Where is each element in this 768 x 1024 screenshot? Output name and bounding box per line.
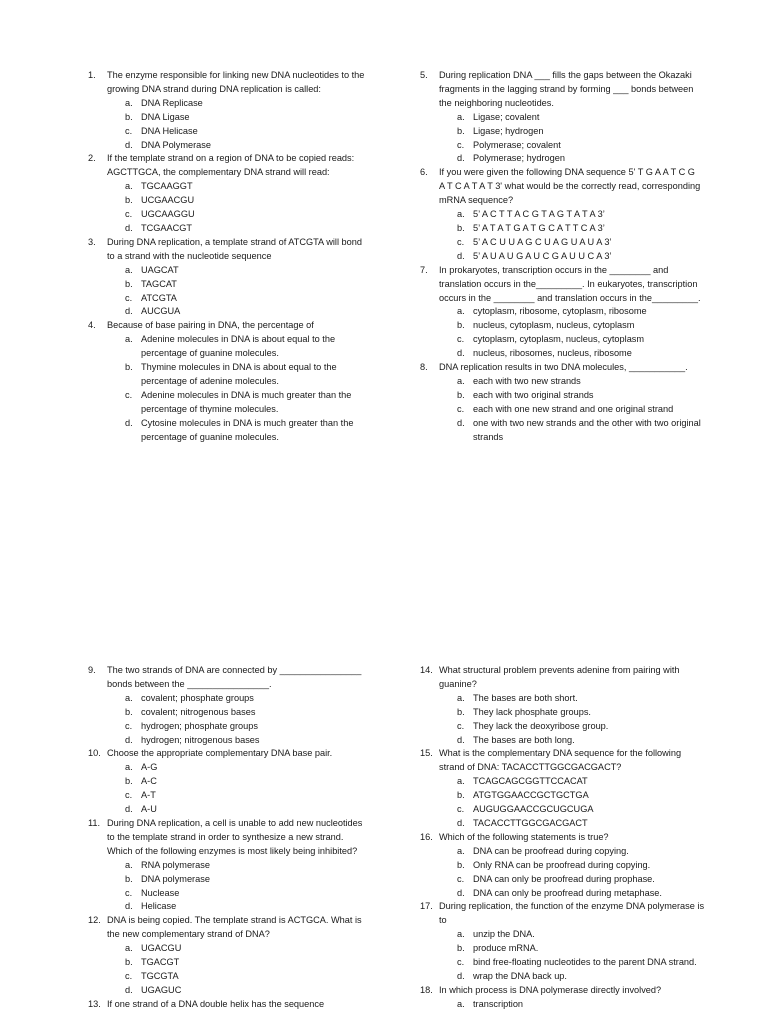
option-letter: c. (125, 970, 133, 981)
question-number: 13. (88, 998, 101, 1009)
question (88, 319, 368, 333)
option-text: unzip the DNA. (473, 929, 535, 940)
question-number: 18. (420, 984, 433, 995)
answer-option (107, 942, 370, 956)
question-text: The two strands of DNA are connected by ________________ bonds between the ________________. (107, 665, 362, 689)
answer-option (107, 789, 370, 803)
option-letter: d. (125, 984, 133, 995)
option-text: Polymerase; hydrogen (473, 153, 565, 164)
answer-option (107, 720, 370, 734)
answer-option (107, 111, 368, 125)
option-text: Nuclease (141, 887, 180, 898)
option-letter: d. (457, 348, 465, 359)
answer-option (107, 139, 368, 153)
option-text: They lack phosphate groups. (473, 706, 591, 717)
option-letter: b. (125, 362, 133, 373)
option-text: Adenine molecules in DNA is about equal to the percentage of guanine molecules. (141, 334, 336, 359)
option-letter: a. (457, 998, 465, 1009)
question-text: Choose the appropriate complementary DNA base pair. (107, 748, 333, 759)
option-letter: c. (125, 887, 133, 898)
option-letter: c. (457, 957, 465, 968)
answer-option (439, 998, 705, 1012)
question-text: During DNA replication, a cell is unable to add new nucleotides to the template strand in order to synthesize a new strand. Which of the following enzymes is most likely being inhibited? (107, 817, 363, 856)
option-letter: a. (125, 762, 133, 773)
question (420, 984, 705, 998)
option-text: UGAGUC (141, 984, 182, 995)
option-text: RNA polymerase (141, 859, 210, 870)
question (88, 998, 370, 1012)
question-text: In which process is DNA polymerase directly involved? (439, 984, 662, 995)
answer-option (439, 720, 705, 734)
answer-options (88, 97, 368, 153)
option-letter: b. (457, 389, 465, 400)
option-letter: b. (457, 943, 465, 954)
question-text: What is the complementary DNA sequence for the following strand of DNA: TACACCTTGGCGACGACT? (439, 748, 682, 773)
answer-option (439, 305, 702, 319)
answer-option (439, 333, 702, 347)
option-letter: c. (457, 139, 465, 150)
option-text: hydrogen; phosphate groups (141, 720, 258, 731)
question (88, 236, 368, 264)
option-letter: b. (457, 790, 465, 801)
question-text: DNA is being copied. The template strand is ACTGCA. What is the new complementary strand of DNA? (107, 915, 362, 940)
option-letter: a. (457, 845, 465, 856)
answer-option (107, 970, 370, 984)
option-letter: a. (457, 375, 465, 386)
question (88, 664, 370, 692)
question-number: 9. (88, 665, 96, 675)
option-letter: d. (457, 417, 465, 428)
answer-option (439, 789, 705, 803)
answer-option (439, 152, 702, 166)
option-letter: a. (457, 929, 465, 940)
option-text: The bases are both long. (473, 734, 575, 745)
option-letter: a. (125, 181, 133, 192)
option-text: covalent; phosphate groups (141, 692, 254, 703)
question-text: If you were given the following DNA sequence 5' T G A A T C G A T C A T A T 3' what would be the correctly read, corresponding mRNA sequence? (439, 167, 701, 206)
question (420, 264, 702, 306)
answer-option (439, 734, 705, 748)
answer-option (439, 375, 702, 389)
option-letter: b. (125, 278, 133, 289)
option-letter: d. (125, 734, 133, 745)
option-letter: c. (125, 292, 133, 303)
question-number: 14. (420, 665, 433, 675)
option-text: 5’ A U A U G A U C G A U U C A 3’ (473, 250, 612, 261)
question-number: 11. (88, 817, 101, 828)
answer-option (439, 139, 702, 153)
answer-option (439, 803, 705, 817)
option-text: They lack the deoxyribose group. (473, 720, 609, 731)
option-text: ATCGTA (141, 292, 177, 303)
answer-option (107, 278, 368, 292)
option-letter: d. (457, 250, 465, 261)
answer-option (107, 97, 368, 111)
option-text: each with two new strands (473, 375, 581, 386)
option-text: Cytosine molecules in DNA is much greater than the percentage of guanine molecules. (141, 417, 354, 442)
option-letter: b. (125, 873, 133, 884)
option-text: Thymine molecules in DNA is about equal to the percentage of adenine molecules. (141, 362, 337, 386)
question-text: If the template strand on a region of DNA to be copied reads: AGCTTGCA, the complementary DNA strand will read: (107, 153, 355, 178)
answer-option (107, 873, 370, 887)
option-letter: c. (457, 804, 465, 815)
option-letter: b. (125, 195, 133, 206)
option-letter: a. (457, 111, 465, 122)
option-text: AUCGUA (141, 306, 181, 317)
answer-options (88, 333, 368, 444)
option-text: TACACCTTGGCGACGACT (473, 817, 588, 828)
option-text: A-T (141, 790, 156, 801)
option-text: TGCGTA (141, 970, 179, 981)
question-text: What structural problem prevents adenine from pairing with guanine? (439, 665, 680, 689)
option-text: 5’ A C T T A C G T A G T A T A 3’ (473, 209, 605, 220)
answer-option (439, 817, 705, 831)
answer-option (107, 956, 370, 970)
option-text: DNA polymerase (141, 873, 210, 884)
question-column-4 (420, 664, 705, 1012)
question-number: 10. (88, 748, 101, 759)
option-letter: a. (457, 776, 465, 787)
option-text: wrap the DNA back up. (473, 970, 567, 981)
answer-option (107, 125, 368, 139)
option-text: hydrogen; nitrogenous bases (141, 734, 260, 745)
option-letter: c. (125, 720, 133, 731)
answer-option (107, 292, 368, 306)
question-column-1 (88, 69, 368, 444)
answer-option (107, 264, 368, 278)
option-letter: a. (125, 97, 133, 108)
option-letter: d. (125, 306, 133, 317)
option-letter: a. (125, 943, 133, 954)
answer-option (107, 361, 368, 389)
option-text: nucleus, cytoplasm, nucleus, cytoplasm (473, 320, 635, 331)
option-text: DNA Ligase (141, 111, 190, 122)
option-letter: d. (125, 139, 133, 150)
option-letter: b. (125, 776, 133, 787)
question (420, 900, 705, 928)
answer-option (107, 803, 370, 817)
answer-options (420, 998, 705, 1012)
answer-option (439, 942, 705, 956)
answer-options (88, 761, 370, 817)
option-text: Helicase (141, 901, 177, 912)
question-number: 17. (420, 901, 433, 912)
answer-option (439, 125, 702, 139)
question (88, 914, 370, 942)
option-letter: d. (457, 887, 465, 898)
answer-options (420, 775, 705, 831)
option-text: UCGAACGU (141, 195, 195, 206)
option-text: nucleus, ribosomes, nucleus, ribosome (473, 348, 632, 359)
answer-options (88, 859, 370, 915)
question-number: 7. (420, 264, 428, 275)
option-letter: c. (457, 720, 465, 731)
question-text: During DNA replication, a template strand of ATCGTA will bond to a strand with the nucleotide sequence (107, 236, 362, 261)
question (420, 69, 702, 111)
question-column-3 (88, 664, 370, 1012)
question-number: 5. (420, 70, 428, 80)
option-text: DNA Replicase (141, 97, 203, 108)
option-letter: a. (457, 209, 465, 220)
answer-option (107, 900, 370, 914)
option-text: AUGUGGAACCGCUGCUGA (473, 804, 594, 815)
option-letter: a. (457, 306, 465, 317)
answer-option (439, 859, 705, 873)
answer-option (107, 208, 368, 222)
answer-option (439, 347, 702, 361)
answer-option (439, 887, 705, 901)
option-letter: d. (125, 222, 133, 233)
option-text: DNA can only be proofread during metaphase. (473, 887, 662, 898)
answer-option (439, 970, 705, 984)
option-text: Only RNA can be proofread during copying. (473, 859, 651, 870)
option-text: TGACGT (141, 957, 180, 968)
option-letter: b. (457, 125, 465, 136)
question-text: If one strand of a DNA double helix has the sequence (107, 998, 325, 1009)
option-letter: c. (457, 403, 465, 414)
answer-option (439, 692, 705, 706)
question-number: 2. (88, 153, 96, 164)
option-text: DNA Helicase (141, 125, 198, 136)
question (420, 166, 702, 208)
option-letter: b. (125, 957, 133, 968)
option-letter: a. (125, 859, 133, 870)
answer-option (439, 236, 702, 250)
answer-option (439, 775, 705, 789)
question-number: 1. (88, 70, 96, 80)
option-letter: b. (457, 320, 465, 331)
question (420, 747, 705, 775)
option-letter: d. (125, 901, 133, 912)
option-text: UAGCAT (141, 264, 179, 275)
answer-option (439, 403, 702, 417)
option-text: DNA Polymerase (141, 139, 211, 150)
option-letter: c. (457, 334, 465, 345)
question-number: 15. (420, 748, 433, 759)
option-letter: a. (457, 692, 465, 703)
option-text: Ligase; hydrogen (473, 125, 544, 136)
option-text: each with two original strands (473, 389, 594, 400)
option-text: A-C (141, 776, 157, 787)
option-text: UGCAAGGU (141, 209, 195, 220)
option-text: The bases are both short. (473, 692, 578, 703)
option-letter: b. (457, 222, 465, 233)
question (420, 664, 705, 692)
option-text: TCGAACGT (141, 222, 193, 233)
answer-option (107, 222, 368, 236)
option-text: Ligase; covalent (473, 111, 540, 122)
answer-option (439, 222, 702, 236)
option-text: Adenine molecules in DNA is much greater than the percentage of thymine molecules. (141, 389, 352, 414)
option-text: UGACGU (141, 943, 182, 954)
question-number: 6. (420, 167, 428, 178)
option-letter: a. (125, 264, 133, 275)
option-letter: b. (125, 706, 133, 717)
option-text: DNA can be proofread during copying. (473, 845, 629, 856)
question-number: 8. (420, 362, 428, 373)
option-text: A-G (141, 762, 158, 773)
option-text: each with one new strand and one original strand (473, 403, 674, 414)
question (420, 831, 705, 845)
question-text: Which of the following statements is true? (439, 831, 609, 842)
answer-option (107, 692, 370, 706)
answer-option (107, 333, 368, 361)
question-text: In prokaryotes, transcription occurs in the ________ and translation occurs in the_________. In eukaryotes, transcription occurs in the ________ and translation occurs in the_________. (439, 264, 701, 303)
answer-option (107, 984, 370, 998)
question-text: During replication, the function of the enzyme DNA polymerase is to (439, 901, 705, 926)
answer-option (439, 208, 702, 222)
answer-option (107, 706, 370, 720)
question-number: 12. (88, 915, 101, 926)
option-letter: a. (125, 334, 133, 345)
answer-options (420, 692, 705, 748)
answer-option (439, 389, 702, 403)
option-letter: a. (125, 692, 133, 703)
option-letter: c. (457, 236, 465, 247)
answer-option (107, 761, 370, 775)
answer-options (88, 264, 368, 320)
option-text: 5’ A C U U A G C U A G U A U A 3’ (473, 236, 612, 247)
answer-option (439, 319, 702, 333)
question (420, 361, 702, 375)
question-text: The enzyme responsible for linking new DNA nucleotides to the growing DNA strand during DNA replication is called: (107, 70, 365, 94)
answer-option (107, 305, 368, 319)
option-text: A-U (141, 804, 157, 815)
answer-option (439, 250, 702, 264)
answer-options (420, 928, 705, 984)
answer-options (88, 180, 368, 236)
option-text: Polymerase; covalent (473, 139, 561, 150)
option-letter: b. (125, 111, 133, 122)
answer-options (88, 942, 370, 998)
option-letter: c. (457, 873, 465, 884)
option-letter: d. (125, 417, 133, 428)
option-text: covalent; nitrogenous bases (141, 706, 256, 717)
option-text: transcription (473, 998, 524, 1009)
answer-option (439, 706, 705, 720)
option-letter: d. (457, 817, 465, 828)
answer-option (107, 194, 368, 208)
answer-options (420, 375, 702, 445)
option-letter: c. (125, 125, 133, 136)
answer-option (107, 887, 370, 901)
question-number: 3. (88, 236, 96, 247)
option-letter: c. (125, 389, 133, 400)
answer-option (439, 873, 705, 887)
option-text: cytoplasm, cytoplasm, nucleus, cytoplasm (473, 334, 645, 345)
answer-option (439, 845, 705, 859)
answer-options (420, 208, 702, 264)
option-letter: b. (457, 706, 465, 717)
question-column-2 (420, 69, 702, 444)
option-text: produce mRNA. (473, 943, 539, 954)
option-letter: d. (125, 804, 133, 815)
question-number: 16. (420, 831, 433, 842)
option-text: 5’ A T A T G A T G C A T T C A 3’ (473, 222, 605, 233)
answer-option (107, 417, 368, 445)
answer-option (107, 389, 368, 417)
option-letter: d. (457, 970, 465, 981)
answer-options (88, 692, 370, 748)
option-letter: d. (457, 153, 465, 164)
option-text: TCAGCAGCGGTTCCACAT (473, 776, 588, 787)
question-text: During replication DNA ___ fills the gaps between the Okazaki fragments in the lagging strand by forming ___ bonds between the neighboring nucleotides. (439, 70, 694, 108)
option-text: cytoplasm, ribosome, cytoplasm, ribosome (473, 306, 647, 317)
option-letter: c. (125, 790, 133, 801)
question (88, 747, 370, 761)
answer-option (107, 734, 370, 748)
question-text: DNA replication results in two DNA molecules, ___________. (439, 362, 688, 373)
option-letter: b. (457, 859, 465, 870)
option-letter: c. (125, 209, 133, 220)
question-number: 4. (88, 320, 96, 331)
answer-option (439, 111, 702, 125)
question-text: Because of base pairing in DNA, the percentage of (107, 320, 314, 331)
option-letter: d. (457, 734, 465, 745)
option-text: one with two new strands and the other with two original strands (473, 417, 701, 442)
answer-options (420, 305, 702, 361)
option-text: TGCAAGGT (141, 181, 193, 192)
answer-options (420, 111, 702, 167)
answer-option (107, 859, 370, 873)
question (88, 69, 368, 97)
option-text: TAGCAT (141, 278, 177, 289)
question (88, 152, 368, 180)
option-text: ATGTGGAACCGCTGCTGA (473, 790, 589, 801)
option-text: DNA can only be proofread during prophase. (473, 873, 655, 884)
question (88, 817, 370, 859)
option-text: bind free-floating nucleotides to the parent DNA strand. (473, 957, 697, 968)
answer-option (439, 956, 705, 970)
answer-option (439, 928, 705, 942)
answer-option (107, 775, 370, 789)
answer-option (439, 417, 702, 445)
answer-option (107, 180, 368, 194)
answer-options (420, 845, 705, 901)
